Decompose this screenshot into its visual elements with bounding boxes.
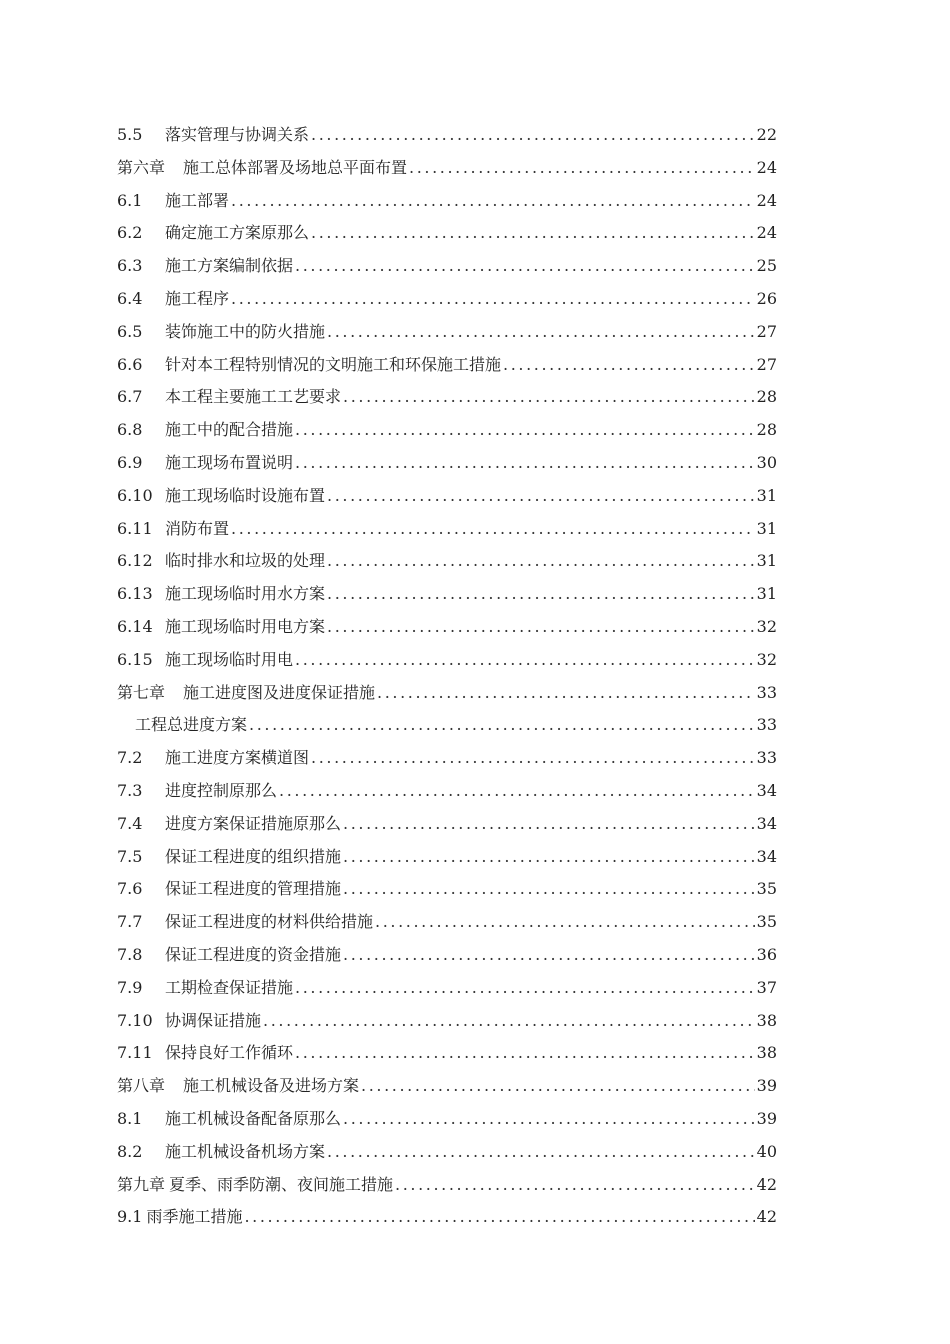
toc-entry-number: 6.10 bbox=[117, 485, 153, 505]
toc-entry[interactable] bbox=[117, 381, 777, 414]
toc-entry-title: 施工进度方案横道图 bbox=[165, 748, 310, 768]
dot-leader bbox=[231, 513, 755, 546]
dot-leader bbox=[327, 480, 755, 513]
toc-entry-page: 35 bbox=[756, 912, 777, 932]
toc-entry[interactable] bbox=[117, 447, 777, 480]
toc-entry[interactable] bbox=[117, 1103, 777, 1136]
toc-entry-page: 31 bbox=[756, 485, 777, 505]
toc-entry-title: 施工程序 bbox=[165, 288, 230, 308]
toc-entry-page: 38 bbox=[756, 1043, 777, 1063]
dot-leader bbox=[263, 1005, 755, 1038]
toc-entry-title: 装饰施工中的防火措施 bbox=[165, 321, 326, 341]
toc-entry-number: 7.4 bbox=[117, 813, 143, 833]
toc-entry-number: 6.5 bbox=[117, 321, 143, 341]
toc-entry-page: 24 bbox=[756, 223, 777, 243]
toc-entry-page: 27 bbox=[756, 321, 777, 341]
toc-entry-number: 6.2 bbox=[117, 223, 143, 243]
toc-entry-title: 施工进度图及进度保证措施 bbox=[183, 682, 376, 702]
toc-entry[interactable] bbox=[117, 1037, 777, 1070]
toc-entry[interactable] bbox=[117, 414, 777, 447]
toc-entry-page: 32 bbox=[756, 649, 777, 669]
toc-entry-title: 本工程主要施工工艺要求 bbox=[165, 387, 342, 407]
toc-entry-page: 34 bbox=[756, 846, 777, 866]
toc-entry-number: 6.4 bbox=[117, 288, 143, 308]
toc-entry-title: 消防布置 bbox=[165, 518, 230, 538]
toc-entry-title: 确定施工方案原那么 bbox=[165, 223, 310, 243]
toc-entry-page: 40 bbox=[756, 1141, 777, 1161]
dot-leader bbox=[343, 873, 755, 906]
toc-entry-number: 6.6 bbox=[117, 354, 143, 374]
toc-entry-number: 6.1 bbox=[117, 190, 143, 210]
toc-entry-page: 28 bbox=[756, 387, 777, 407]
toc-entry-title: 工期检查保证措施 bbox=[165, 977, 294, 997]
toc-entry-page: 25 bbox=[756, 256, 777, 276]
dot-leader bbox=[311, 742, 755, 775]
toc-entry-page: 39 bbox=[756, 1108, 777, 1128]
toc-entry-title: 施工部署 bbox=[165, 190, 230, 210]
toc-entry-number: 第九章 bbox=[117, 1174, 166, 1194]
dot-leader bbox=[361, 1070, 755, 1103]
toc-entry-number: 6.11 bbox=[117, 518, 153, 538]
toc-entry[interactable] bbox=[117, 217, 777, 250]
toc-entry[interactable] bbox=[117, 119, 777, 152]
toc-entry[interactable] bbox=[117, 1201, 777, 1234]
toc-entry[interactable] bbox=[117, 972, 777, 1005]
toc-entry-page: 30 bbox=[756, 452, 777, 472]
toc-entry-page: 42 bbox=[756, 1174, 777, 1194]
toc-entry-number: 7.5 bbox=[117, 846, 143, 866]
toc-entry-number: 6.12 bbox=[117, 551, 153, 571]
toc-entry[interactable] bbox=[117, 709, 777, 742]
toc-entry-title: 施工现场临时设施布置 bbox=[165, 485, 326, 505]
toc-entry-title: 进度方案保证措施原那么 bbox=[165, 813, 342, 833]
toc-entry-page: 34 bbox=[756, 813, 777, 833]
toc-entry-page: 33 bbox=[756, 748, 777, 768]
toc-entry-title: 雨季施工措施 bbox=[146, 1207, 243, 1227]
toc-entry[interactable] bbox=[117, 545, 777, 578]
toc-entry-number: 5.5 bbox=[117, 125, 143, 144]
toc-entry-page: 31 bbox=[756, 551, 777, 571]
dot-leader bbox=[231, 185, 755, 218]
toc-entry-title: 施工现场临时用电方案 bbox=[165, 616, 326, 636]
toc-entry[interactable] bbox=[117, 1136, 777, 1169]
dot-leader bbox=[343, 1103, 755, 1136]
toc-entry[interactable] bbox=[117, 611, 777, 644]
toc-entry-title: 临时排水和垃圾的处理 bbox=[165, 551, 326, 571]
toc-entry[interactable] bbox=[117, 906, 777, 939]
dot-leader bbox=[395, 1169, 755, 1202]
toc-entry[interactable] bbox=[117, 742, 777, 775]
toc-entry-page: 31 bbox=[756, 518, 777, 538]
toc-entry[interactable] bbox=[117, 283, 777, 316]
toc-entry[interactable] bbox=[117, 513, 777, 546]
toc-entry-page: 31 bbox=[756, 584, 777, 604]
toc-entry[interactable] bbox=[117, 578, 777, 611]
dot-leader bbox=[375, 906, 755, 939]
toc-entry-number: 8.1 bbox=[117, 1108, 143, 1128]
dot-leader bbox=[311, 217, 755, 250]
toc-entry-number: 7.10 bbox=[117, 1010, 153, 1030]
toc-entry-page: 39 bbox=[756, 1076, 777, 1096]
toc-entry-title: 施工总体部署及场地总平面布置 bbox=[183, 157, 408, 177]
toc-entry-title: 施工机械设备及进场方案 bbox=[183, 1076, 360, 1096]
dot-leader bbox=[343, 808, 755, 841]
toc-entry-number: 6.9 bbox=[117, 452, 143, 472]
toc-entry[interactable] bbox=[117, 775, 777, 808]
toc-entry[interactable] bbox=[117, 677, 777, 710]
toc-entry-number: 7.7 bbox=[117, 912, 143, 932]
toc-entry-number: 7.2 bbox=[117, 748, 143, 768]
toc-entry-title: 施工现场临时用水方案 bbox=[165, 584, 326, 604]
toc-entry[interactable] bbox=[117, 152, 777, 185]
toc-entry-title: 工程总进度方案 bbox=[135, 715, 248, 735]
toc-entry[interactable] bbox=[117, 349, 777, 382]
toc-entry-page: 26 bbox=[756, 288, 777, 308]
toc-entry-title: 保证工程进度的组织措施 bbox=[165, 846, 342, 866]
dot-leader bbox=[343, 939, 755, 972]
toc-entry-number: 6.15 bbox=[117, 649, 153, 669]
dot-leader bbox=[327, 316, 755, 349]
toc-entry-number: 第六章 bbox=[117, 157, 166, 177]
toc-entry-page: 22 bbox=[756, 125, 777, 144]
toc-entry-number: 6.14 bbox=[117, 616, 153, 636]
toc-entry-number: 6.8 bbox=[117, 420, 143, 440]
toc-entry[interactable] bbox=[117, 873, 777, 906]
toc-entry-page: 33 bbox=[756, 715, 777, 735]
toc-entry[interactable] bbox=[117, 1070, 777, 1103]
toc-entry-page: 24 bbox=[756, 157, 777, 177]
toc-entry-title: 施工现场临时用电 bbox=[165, 649, 294, 669]
toc-entry-page: 33 bbox=[756, 682, 777, 702]
toc-entry-page: 27 bbox=[756, 354, 777, 374]
toc-entry[interactable] bbox=[117, 939, 777, 972]
toc-entry-number: 7.9 bbox=[117, 977, 143, 997]
dot-leader bbox=[231, 283, 755, 316]
toc-entry-title: 协调保证措施 bbox=[165, 1010, 262, 1030]
dot-leader bbox=[279, 775, 755, 808]
toc-entry-title: 落实管理与协调关系 bbox=[165, 125, 310, 144]
toc-entry-title: 针对本工程特别情况的文明施工和环保施工措施 bbox=[165, 354, 502, 374]
dot-leader bbox=[295, 414, 755, 447]
table-of-contents bbox=[117, 119, 777, 1234]
toc-entry-title: 保证工程进度的材料供给措施 bbox=[165, 912, 374, 932]
toc-entry-page: 36 bbox=[756, 944, 777, 964]
toc-entry-title: 进度控制原那么 bbox=[165, 780, 278, 800]
toc-entry-number: 7.11 bbox=[117, 1043, 153, 1063]
toc-entry-number: 第八章 bbox=[117, 1076, 166, 1096]
toc-entry-number: 7.3 bbox=[117, 780, 143, 800]
toc-entry-number: 7.8 bbox=[117, 944, 143, 964]
dot-leader bbox=[311, 119, 755, 152]
toc-entry-page: 24 bbox=[756, 190, 777, 210]
dot-leader bbox=[327, 578, 755, 611]
dot-leader bbox=[295, 447, 755, 480]
toc-entry-title: 保持良好工作循环 bbox=[165, 1043, 294, 1063]
toc-entry-page: 37 bbox=[756, 977, 777, 997]
toc-entry-title: 施工机械设备配备原那么 bbox=[165, 1108, 342, 1128]
dot-leader bbox=[343, 381, 755, 414]
dot-leader bbox=[409, 152, 755, 185]
toc-entry-page: 34 bbox=[756, 780, 777, 800]
dot-leader bbox=[295, 972, 755, 1005]
dot-leader bbox=[327, 1136, 755, 1169]
toc-entry-number: 7.6 bbox=[117, 879, 143, 899]
toc-entry-number: 6.3 bbox=[117, 256, 143, 276]
toc-entry[interactable] bbox=[117, 1005, 777, 1038]
toc-entry[interactable] bbox=[117, 250, 777, 283]
toc-entry-title: 保证工程进度的资金措施 bbox=[165, 944, 342, 964]
toc-entry[interactable] bbox=[117, 644, 777, 677]
toc-entry-number: 8.2 bbox=[117, 1141, 143, 1161]
toc-entry-number: 第七章 bbox=[117, 682, 166, 702]
toc-entry[interactable] bbox=[117, 841, 777, 874]
dot-leader bbox=[295, 250, 755, 283]
toc-entry-page: 38 bbox=[756, 1010, 777, 1030]
toc-entry-title: 保证工程进度的管理措施 bbox=[165, 879, 342, 899]
toc-entry-page: 35 bbox=[756, 879, 777, 899]
dot-leader bbox=[327, 611, 755, 644]
toc-entry-page: 28 bbox=[756, 420, 777, 440]
toc-entry-title: 施工方案编制依据 bbox=[165, 256, 294, 276]
toc-entry-title: 施工现场布置说明 bbox=[165, 452, 294, 472]
toc-entry-title: 夏季、雨季防潮、夜间施工措施 bbox=[169, 1174, 394, 1194]
toc-entry[interactable] bbox=[117, 185, 777, 218]
dot-leader bbox=[327, 545, 755, 578]
toc-entry[interactable] bbox=[117, 1169, 777, 1202]
toc-entry-page: 32 bbox=[756, 616, 777, 636]
toc-entry-number: 9.1 bbox=[117, 1207, 143, 1227]
toc-entry-number: 6.7 bbox=[117, 387, 143, 407]
toc-entry-page: 42 bbox=[756, 1207, 777, 1227]
dot-leader bbox=[377, 677, 755, 710]
toc-entry[interactable] bbox=[117, 480, 777, 513]
dot-leader bbox=[343, 841, 755, 874]
dot-leader bbox=[244, 1201, 754, 1234]
toc-entry[interactable] bbox=[117, 316, 777, 349]
dot-leader bbox=[295, 1037, 755, 1070]
toc-entry-title: 施工机械设备机场方案 bbox=[165, 1141, 326, 1161]
dot-leader bbox=[503, 349, 755, 382]
toc-entry-number: 6.13 bbox=[117, 584, 153, 604]
toc-entry-title: 施工中的配合措施 bbox=[165, 420, 294, 440]
toc-entry[interactable] bbox=[117, 808, 777, 841]
dot-leader bbox=[249, 709, 755, 742]
dot-leader bbox=[295, 644, 755, 677]
